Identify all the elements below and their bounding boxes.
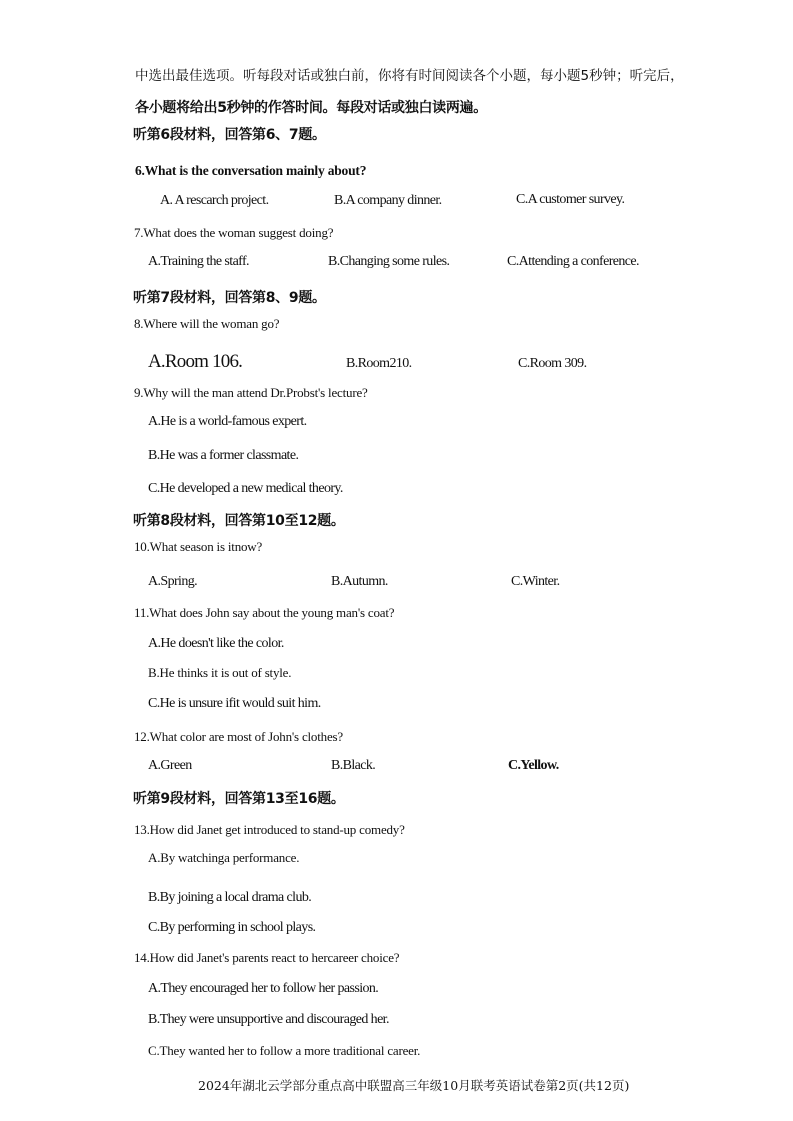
question-11-option-a: A.He doesn't like the color.	[148, 636, 284, 651]
question-10-option-b: B.Autumn.	[331, 574, 388, 589]
instruction-line-2: 各小题将给出5秒钟的作答时间。每段对话或独白读两遍。	[135, 100, 487, 116]
instruction-line-1: 中选出最佳选项。听每段对话或独白前，你将有时间阅读各个小题，每小题5秒钟；听完后，	[135, 68, 684, 84]
question-9-option-a: A.He is a world-famous expert.	[148, 414, 307, 429]
question-8-option-b: B.Room210.	[346, 356, 412, 371]
question-8-option-a: A.Room 106.	[148, 351, 243, 372]
question-8-option-c: C.Room 309.	[518, 356, 587, 371]
question-6-option-c: C.A customer survey.	[516, 192, 625, 207]
section-heading-6: 听第6段材料，回答第6、7题。	[133, 127, 326, 143]
question-6-option-b: B.A company dinner.	[334, 193, 442, 208]
question-14-stem: 14.How did Janet's parents react to hercareer choice?	[134, 950, 400, 965]
question-12-option-b: B.Black.	[331, 758, 376, 773]
question-11-option-c: C.He is unsure ifit would suit him.	[148, 696, 321, 711]
question-14-option-c: C.They wanted her to follow a more traditional career.	[148, 1043, 421, 1058]
question-9-option-b: B.He was a former classmate.	[148, 448, 299, 463]
question-7-option-a: A.Training the staff.	[148, 254, 249, 269]
question-10-stem: 10.What season is itnow?	[134, 539, 263, 554]
question-6-option-a: A. A rescarch project.	[160, 193, 269, 208]
section-heading-8: 听第8段材料，回答第10至12题。	[133, 513, 345, 529]
section-heading-9: 听第9段材料，回答第13至16题。	[133, 791, 345, 807]
question-6-stem: 6.What is the conversation mainly about?	[135, 163, 367, 178]
section-heading-7: 听第7段材料，回答第8、9题。	[133, 290, 326, 306]
question-13-option-b: B.By joining a local drama club.	[148, 890, 312, 905]
question-7-option-c: C.Attending a conference.	[507, 254, 639, 269]
question-13-stem: 13.How did Janet get introduced to stand-up comedy?	[134, 822, 405, 837]
question-11-option-b: B.He thinks it is out of style.	[148, 665, 292, 680]
question-10-option-a: A.Spring.	[148, 574, 198, 589]
question-11-stem: 11.What does John say about the young man's coat?	[134, 605, 395, 620]
question-7-option-b: B.Changing some rules.	[328, 254, 450, 269]
question-14-option-b: B.They were unsupportive and discouraged her.	[148, 1012, 389, 1027]
question-12-stem: 12.What color are most of John's clothes?	[134, 729, 343, 744]
question-12-option-a: A.Green	[148, 758, 192, 773]
question-13-option-c: C.By performing in school plays.	[148, 920, 316, 935]
question-7-stem: 7.What does the woman suggest doing?	[134, 225, 334, 240]
question-9-stem: 9.Why will the man attend Dr.Probst's lecture?	[134, 385, 368, 400]
question-13-option-a: A.By watchinga performance.	[148, 850, 300, 865]
page-footer: 2024年湖北云学部分重点高中联盟高三年级10月联考英语试卷第2页(共12页)	[198, 1078, 630, 1093]
question-8-stem: 8.Where will the woman go?	[134, 316, 280, 331]
question-14-option-a: A.They encouraged her to follow her passion.	[148, 981, 379, 996]
question-10-option-c: C.Winter.	[511, 574, 560, 589]
question-9-option-c: C.He developed a new medical theory.	[148, 481, 343, 496]
question-12-option-c: C.Yellow.	[508, 758, 559, 773]
